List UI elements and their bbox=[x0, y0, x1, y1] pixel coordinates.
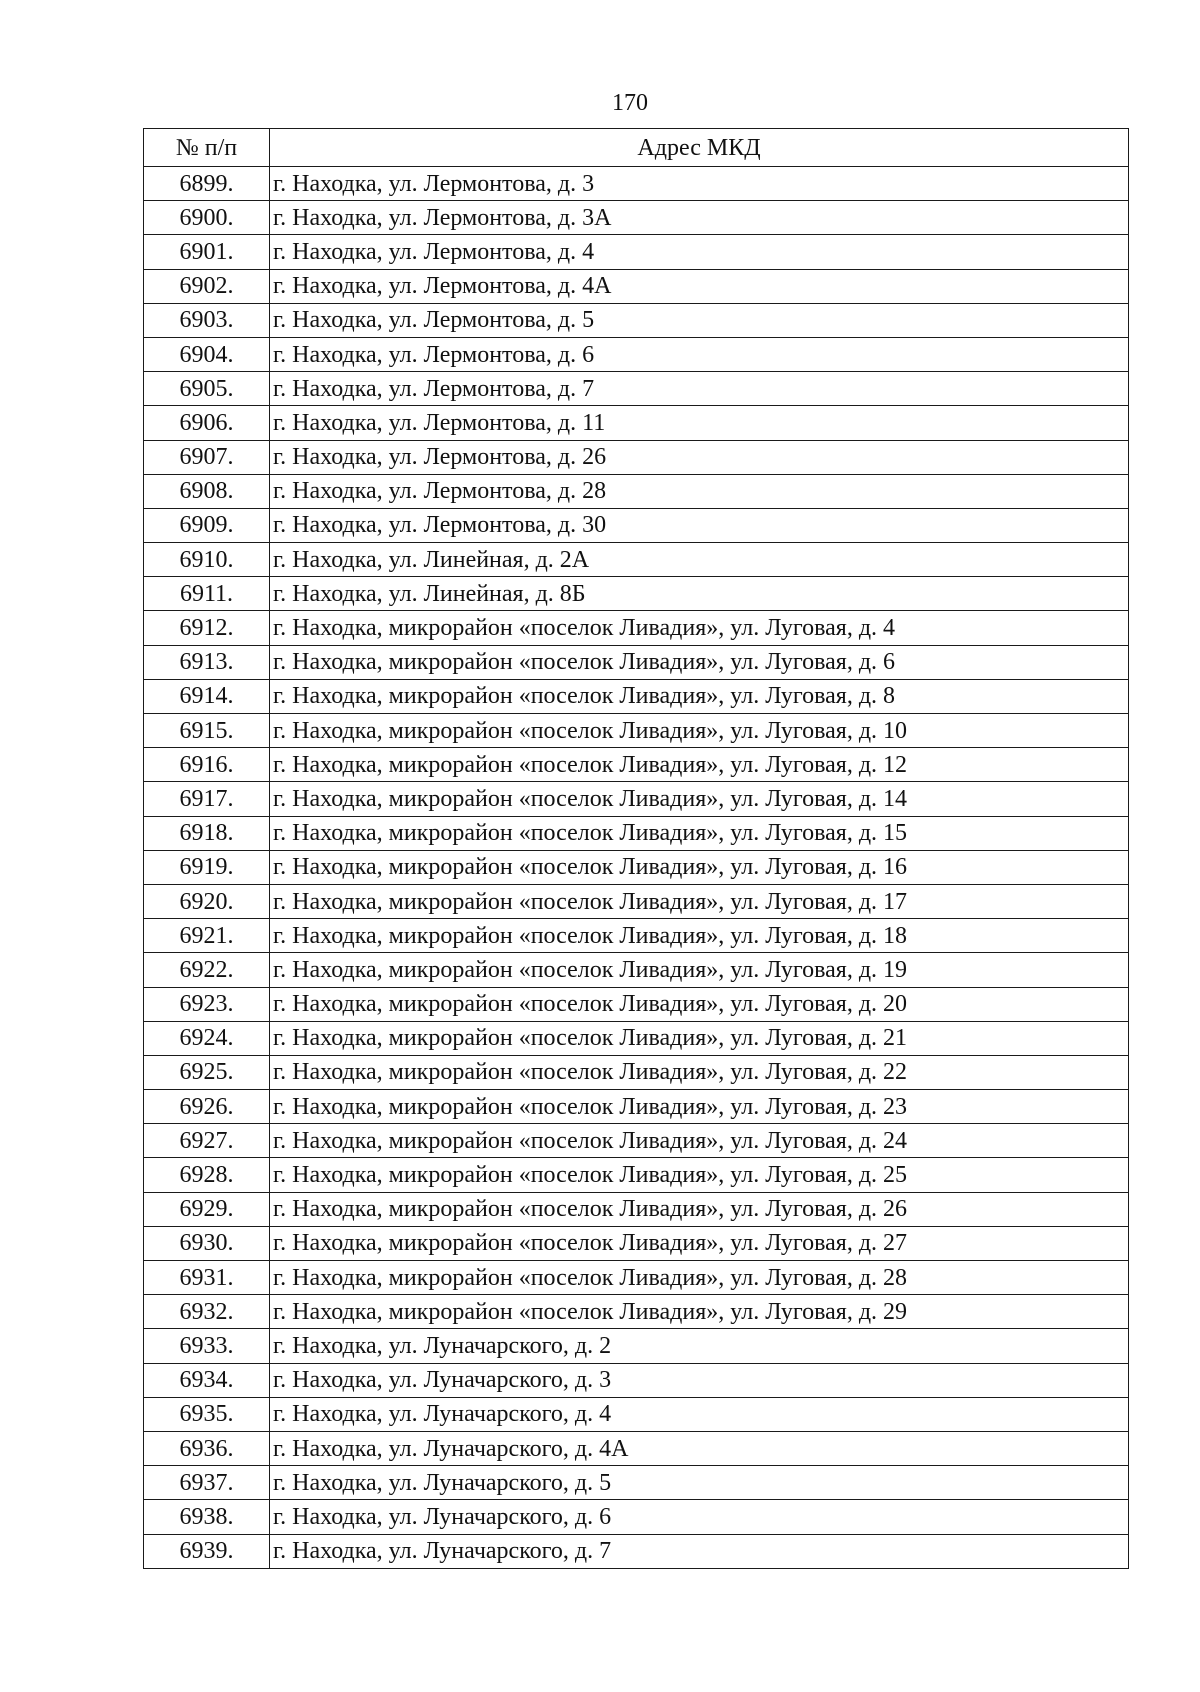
row-number: 6920. bbox=[144, 884, 270, 918]
row-address: г. Находка, микрорайон «поселок Ливадия», ул. Луговая, д. 17 bbox=[270, 884, 1129, 918]
table-row bbox=[144, 645, 1129, 679]
row-number: 6927. bbox=[144, 1124, 270, 1158]
row-number: 6939. bbox=[144, 1534, 270, 1568]
row-address: г. Находка, микрорайон «поселок Ливадия», ул. Луговая, д. 26 bbox=[270, 1192, 1129, 1226]
row-number: 6919. bbox=[144, 850, 270, 884]
table-body bbox=[144, 167, 1129, 1569]
column-header-address: Адрес МКД bbox=[270, 129, 1129, 167]
row-number: 6901. bbox=[144, 235, 270, 269]
table-row bbox=[144, 919, 1129, 953]
row-number: 6936. bbox=[144, 1431, 270, 1465]
table-row bbox=[144, 1192, 1129, 1226]
row-number: 6907. bbox=[144, 440, 270, 474]
table-row bbox=[144, 1397, 1129, 1431]
table-row bbox=[144, 1090, 1129, 1124]
row-address: г. Находка, микрорайон «поселок Ливадия», ул. Луговая, д. 21 bbox=[270, 1021, 1129, 1055]
row-number: 6925. bbox=[144, 1055, 270, 1089]
table-row bbox=[144, 1021, 1129, 1055]
column-header-number: № п/п bbox=[144, 129, 270, 167]
table-row bbox=[144, 406, 1129, 440]
table-row bbox=[144, 850, 1129, 884]
table-row bbox=[144, 1124, 1129, 1158]
table-row bbox=[144, 884, 1129, 918]
table-row bbox=[144, 782, 1129, 816]
row-number: 6924. bbox=[144, 1021, 270, 1055]
row-number: 6917. bbox=[144, 782, 270, 816]
table-row bbox=[144, 1329, 1129, 1363]
row-number: 6912. bbox=[144, 611, 270, 645]
table-row bbox=[144, 1295, 1129, 1329]
row-address: г. Находка, микрорайон «поселок Ливадия», ул. Луговая, д. 15 bbox=[270, 816, 1129, 850]
table-row bbox=[144, 474, 1129, 508]
table-row bbox=[144, 611, 1129, 645]
table-row bbox=[144, 543, 1129, 577]
page-number: 170 bbox=[612, 90, 648, 116]
row-address: г. Находка, микрорайон «поселок Ливадия», ул. Луговая, д. 16 bbox=[270, 850, 1129, 884]
row-address: г. Находка, микрорайон «поселок Ливадия», ул. Луговая, д. 25 bbox=[270, 1158, 1129, 1192]
row-number: 6935. bbox=[144, 1397, 270, 1431]
row-address: г. Находка, ул. Лермонтова, д. 3 bbox=[270, 167, 1129, 201]
row-number: 6923. bbox=[144, 987, 270, 1021]
row-address: г. Находка, микрорайон «поселок Ливадия», ул. Луговая, д. 24 bbox=[270, 1124, 1129, 1158]
row-address: г. Находка, микрорайон «поселок Ливадия», ул. Луговая, д. 28 bbox=[270, 1261, 1129, 1295]
table-row bbox=[144, 748, 1129, 782]
table-row bbox=[144, 1534, 1129, 1568]
address-table bbox=[143, 128, 1129, 1569]
row-number: 6931. bbox=[144, 1261, 270, 1295]
row-number: 6904. bbox=[144, 337, 270, 371]
table-row bbox=[144, 440, 1129, 474]
table-header-row bbox=[144, 129, 1129, 167]
table-row bbox=[144, 987, 1129, 1021]
row-address: г. Находка, микрорайон «поселок Ливадия», ул. Луговая, д. 20 bbox=[270, 987, 1129, 1021]
row-address: г. Находка, ул. Лермонтова, д. 5 bbox=[270, 303, 1129, 337]
row-address: г. Находка, ул. Луначарского, д. 5 bbox=[270, 1466, 1129, 1500]
row-address: г. Находка, микрорайон «поселок Ливадия», ул. Луговая, д. 23 bbox=[270, 1090, 1129, 1124]
row-number: 6926. bbox=[144, 1090, 270, 1124]
table-row bbox=[144, 235, 1129, 269]
row-number: 6915. bbox=[144, 714, 270, 748]
row-address: г. Находка, ул. Лермонтова, д. 3А bbox=[270, 201, 1129, 235]
row-address: г. Находка, микрорайон «поселок Ливадия», ул. Луговая, д. 4 bbox=[270, 611, 1129, 645]
row-number: 6932. bbox=[144, 1295, 270, 1329]
row-address: г. Находка, ул. Луначарского, д. 4 bbox=[270, 1397, 1129, 1431]
row-address: г. Находка, ул. Лермонтова, д. 6 bbox=[270, 337, 1129, 371]
row-number: 6914. bbox=[144, 679, 270, 713]
table-row bbox=[144, 201, 1129, 235]
row-number: 6909. bbox=[144, 508, 270, 542]
row-number: 6930. bbox=[144, 1226, 270, 1260]
row-address: г. Находка, микрорайон «поселок Ливадия», ул. Луговая, д. 22 bbox=[270, 1055, 1129, 1089]
row-address: г. Находка, ул. Лермонтова, д. 30 bbox=[270, 508, 1129, 542]
row-address: г. Находка, микрорайон «поселок Ливадия», ул. Луговая, д. 29 bbox=[270, 1295, 1129, 1329]
row-number: 6929. bbox=[144, 1192, 270, 1226]
table-row bbox=[144, 1158, 1129, 1192]
table-row bbox=[144, 1500, 1129, 1534]
table-row bbox=[144, 1261, 1129, 1295]
row-number: 6934. bbox=[144, 1363, 270, 1397]
table-row bbox=[144, 303, 1129, 337]
row-address: г. Находка, ул. Луначарского, д. 7 bbox=[270, 1534, 1129, 1568]
row-address: г. Находка, ул. Луначарского, д. 4А bbox=[270, 1431, 1129, 1465]
row-address: г. Находка, микрорайон «поселок Ливадия», ул. Луговая, д. 10 bbox=[270, 714, 1129, 748]
row-address: г. Находка, ул. Лермонтова, д. 11 bbox=[270, 406, 1129, 440]
table-row bbox=[144, 816, 1129, 850]
row-address: г. Находка, ул. Лермонтова, д. 7 bbox=[270, 372, 1129, 406]
row-number: 6908. bbox=[144, 474, 270, 508]
row-address: г. Находка, ул. Лермонтова, д. 4 bbox=[270, 235, 1129, 269]
row-address: г. Находка, микрорайон «поселок Ливадия», ул. Луговая, д. 27 bbox=[270, 1226, 1129, 1260]
row-address: г. Находка, ул. Луначарского, д. 6 bbox=[270, 1500, 1129, 1534]
row-address: г. Находка, ул. Линейная, д. 8Б bbox=[270, 577, 1129, 611]
row-number: 6938. bbox=[144, 1500, 270, 1534]
row-number: 6913. bbox=[144, 645, 270, 679]
row-address: г. Находка, ул. Луначарского, д. 2 bbox=[270, 1329, 1129, 1363]
row-address: г. Находка, микрорайон «поселок Ливадия», ул. Луговая, д. 6 bbox=[270, 645, 1129, 679]
row-address: г. Находка, микрорайон «поселок Ливадия», ул. Луговая, д. 18 bbox=[270, 919, 1129, 953]
table-row bbox=[144, 1466, 1129, 1500]
row-number: 6918. bbox=[144, 816, 270, 850]
row-number: 6933. bbox=[144, 1329, 270, 1363]
row-number: 6911. bbox=[144, 577, 270, 611]
row-number: 6903. bbox=[144, 303, 270, 337]
row-number: 6905. bbox=[144, 372, 270, 406]
table-row bbox=[144, 337, 1129, 371]
row-number: 6916. bbox=[144, 748, 270, 782]
table-row bbox=[144, 167, 1129, 201]
row-number: 6937. bbox=[144, 1466, 270, 1500]
row-address: г. Находка, ул. Луначарского, д. 3 bbox=[270, 1363, 1129, 1397]
table-row bbox=[144, 679, 1129, 713]
row-address: г. Находка, микрорайон «поселок Ливадия», ул. Луговая, д. 19 bbox=[270, 953, 1129, 987]
table-row bbox=[144, 269, 1129, 303]
row-number: 6902. bbox=[144, 269, 270, 303]
row-number: 6910. bbox=[144, 543, 270, 577]
table-row bbox=[144, 577, 1129, 611]
row-address: г. Находка, ул. Лермонтова, д. 28 bbox=[270, 474, 1129, 508]
row-number: 6928. bbox=[144, 1158, 270, 1192]
table-row bbox=[144, 1226, 1129, 1260]
table-row bbox=[144, 508, 1129, 542]
row-address: г. Находка, микрорайон «поселок Ливадия», ул. Луговая, д. 12 bbox=[270, 748, 1129, 782]
table-row bbox=[144, 714, 1129, 748]
row-address: г. Находка, ул. Лермонтова, д. 4А bbox=[270, 269, 1129, 303]
table-row bbox=[144, 1431, 1129, 1465]
row-number: 6899. bbox=[144, 167, 270, 201]
row-address: г. Находка, микрорайон «поселок Ливадия», ул. Луговая, д. 8 bbox=[270, 679, 1129, 713]
row-number: 6900. bbox=[144, 201, 270, 235]
row-number: 6921. bbox=[144, 919, 270, 953]
table-row bbox=[144, 372, 1129, 406]
row-address: г. Находка, ул. Линейная, д. 2А bbox=[270, 543, 1129, 577]
table-row bbox=[144, 1363, 1129, 1397]
row-number: 6906. bbox=[144, 406, 270, 440]
table-row bbox=[144, 953, 1129, 987]
row-address: г. Находка, ул. Лермонтова, д. 26 bbox=[270, 440, 1129, 474]
table-row bbox=[144, 1055, 1129, 1089]
row-number: 6922. bbox=[144, 953, 270, 987]
row-address: г. Находка, микрорайон «поселок Ливадия», ул. Луговая, д. 14 bbox=[270, 782, 1129, 816]
